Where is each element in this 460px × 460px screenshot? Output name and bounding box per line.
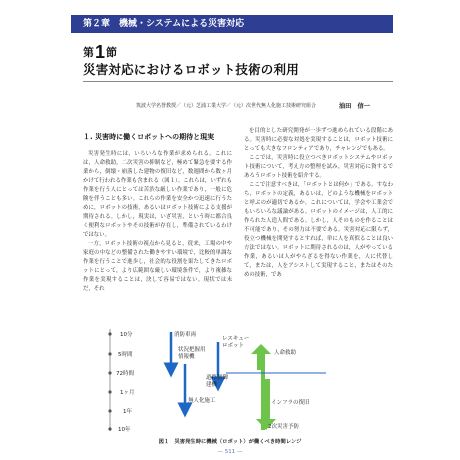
label-secondary: 2次災害予防 <box>268 424 299 430</box>
time-label: 10年 <box>118 427 131 433</box>
label-info: 状況把握用 <box>178 347 206 353</box>
section-label <box>83 40 117 61</box>
section-heading: １. 災害時に働くロボットへの期待と現実 <box>83 133 215 141</box>
time-label: 1年 <box>123 409 132 415</box>
section-suffix: 節 <box>106 46 118 59</box>
section-number: 1 <box>95 42 106 62</box>
section-title: 災害対応におけるロボット技術の利用 <box>83 62 299 77</box>
figure-caption: 図１ 災害発生時に機械（ロボット）が働くべき時間レンジ <box>158 439 302 445</box>
label-lifesave: 人命救助 <box>274 350 297 356</box>
time-label: 10分 <box>120 332 133 338</box>
time-label: 72時間 <box>116 371 134 377</box>
chapter-title: 第２章 機械・システムによる災害対応 <box>83 19 245 29</box>
author-affiliation: 筑波大学名誉教授／（元）芝浦工業大学／（元）次世代無人化施工技術研究組合 <box>136 103 317 109</box>
label-info-2: 情報機 <box>178 354 195 360</box>
time-tick <box>108 427 111 430</box>
author-name: 油田 信一 <box>339 103 370 110</box>
label-unmanned: 無人化施工 <box>188 398 216 404</box>
paragraph: ここでは，災害時に役立つべきロボットシステムやロボット技術について，考え方の整理を試み，災害対応に資するであろうロボット技術を紹介する。 <box>244 155 393 179</box>
label-infra: インフラの復旧 <box>271 400 310 406</box>
title-rule <box>83 81 393 82</box>
chapter-header-bar <box>71 15 393 33</box>
label-rescue: レスキュー <box>222 336 250 342</box>
time-tick <box>108 409 111 412</box>
right-column <box>244 127 393 280</box>
time-tick <box>108 352 111 355</box>
section-prefix: 第 <box>83 46 94 59</box>
label-rescue-2: ロボット <box>222 343 245 349</box>
paragraph: 一方，ロボット技術の視点から見ると，従来，工場の中や家庭の中などの整備された働きやすい環境で，比較的単調な作業を行うことで進歩し，社会的な役割を果たしてきたロボットにとって，より広範囲な厳しい環境条件で，より複雑な作業を実現することは，決して容易ではない。現状では未だ，それ <box>83 241 232 292</box>
time-label: 5時間 <box>118 352 133 358</box>
time-tick <box>108 390 111 393</box>
figure-time-range-diagram <box>96 324 378 434</box>
paragraph: ここで注意すべきは，「ロボットとは何か」である。すなわち，ロボットの定義，あるいは，どのような機械をロボットと呼ぶのが適切であるか。これについては，学会や工業会でもいろいろな議論がある。ロボットのイメージは，人工的に作られた人造人間である。しかし，人そのものを作ることは不可能であり，その努力は不要である。災害対応に限らず，役立つ機械を開発するとすれば，単に人を真似ることは良い方法ではない。ロボットに期待されるのは，人がやっている作業，あるいは人がやらざるを得ない作業を，人に代替して，または，人をアシストして実現すること，またはそのための技術，であ <box>244 182 393 278</box>
time-tick <box>108 332 111 335</box>
left-column <box>83 127 232 294</box>
label-fire: 消防車両 <box>174 332 197 338</box>
lifesave-arrow <box>251 344 271 370</box>
paragraph: 災害発生時には，いろいろな作業が求められる。これには，人命救助，二次災害の抑制など，極めて緊急を要する作業から，倒壊・崩落した建物の復旧など，数週間から数ヶ月かけて行われる作業も含まれる（図１）。これらは，いずれも作業を行う人にとっては苦渋な厳しい作業であり，一般に危険を伴うことも多い。これらの作業を安全かつ迅速に行うために，ロボットの技術，あるいはロボット技術による支援が期待される。しかし，現実は，いざ災害，という時に都合良く便利なロボットやその技術が存在し，準備されているわけではない。 <box>83 151 232 238</box>
label-gravel-2: 建機 <box>206 382 218 388</box>
page-number: — 511 — <box>217 449 243 455</box>
paragraph: を目的とした研究開発が一歩ずつ進められている段階にある。災害時に必要な対処を実現することは，ロボット技術にとっても大きなフロンティアであり，チャレンジでもある。 <box>244 128 393 152</box>
time-label: 1ヶ月 <box>120 390 135 396</box>
label-gravel: 道路制御 <box>206 375 229 381</box>
time-tick <box>108 371 111 374</box>
